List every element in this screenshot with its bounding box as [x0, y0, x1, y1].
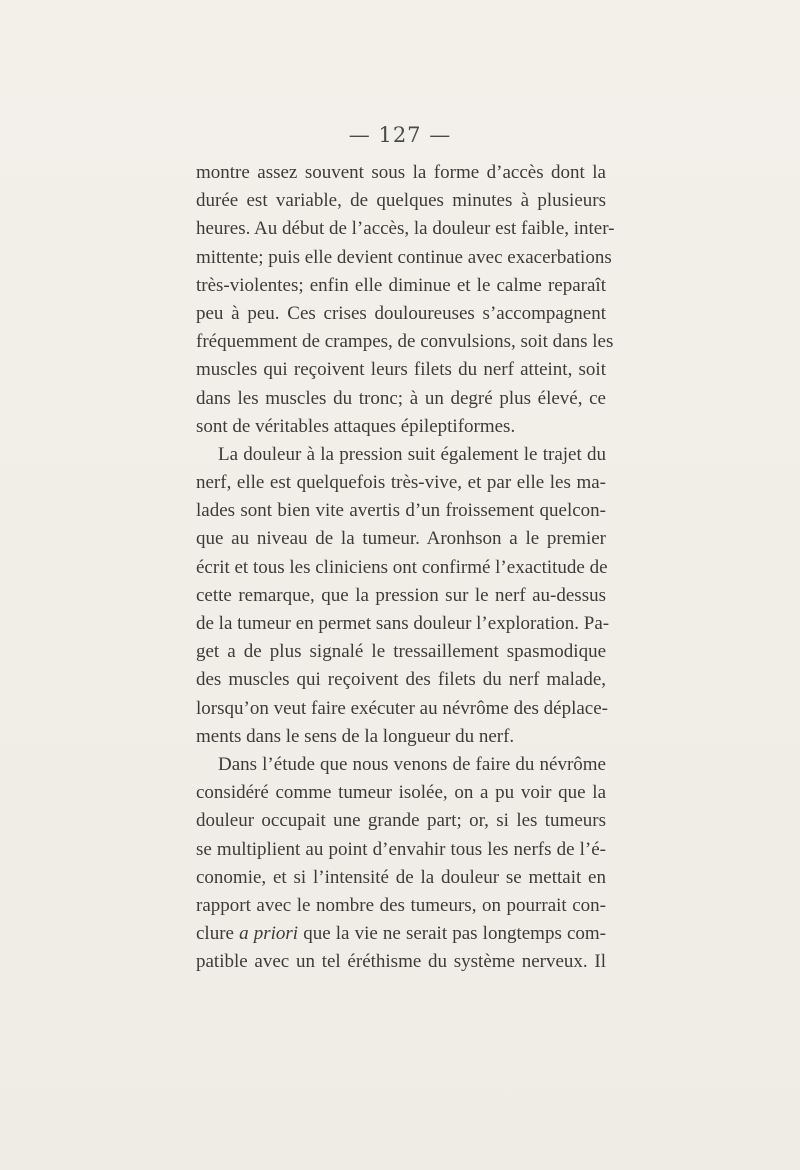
text-line: conomie, et si l’intensité de la douleur se mettait en: [196, 866, 606, 888]
body-text: [196, 159, 615, 976]
text-line: [196, 920, 606, 948]
text-line: sont de véritables attaques épileptiformes.: [196, 415, 516, 437]
text-line: fréquemment de crampes, de convulsions, soit dans les: [196, 331, 614, 353]
text-line: durée est variable, de quelques minutes à plusieurs: [196, 190, 606, 212]
text-line: montre assez souvent sous la forme d’accès dont la: [196, 162, 606, 183]
text-fragment: que la vie ne serait pas longtemps com-: [303, 923, 606, 945]
text-line: lorsqu’on veut faire exécuter au névrôme des déplace-: [196, 697, 608, 719]
text-line: douleur occupait une grande part; or, si les tumeurs: [196, 810, 606, 832]
text-line: lades sont bien vite avertis d’un froissement quelcon-: [196, 500, 606, 522]
text-line: de la tumeur en permet sans douleur l’exploration. Pa-: [196, 613, 610, 634]
text-line: nerf, elle est quelquefois très-vive, et par elle les ma-: [196, 472, 606, 494]
text-line: ments dans le sens de la longueur du nerf.: [196, 725, 515, 747]
text-line: se multiplient au point d’envahir tous les nerfs de l’é-: [196, 838, 606, 860]
text-line: très-violentes; enfin elle diminue et le calme reparaît: [196, 274, 606, 296]
text-line: dans les muscles du tronc; à un degré plus élevé, ce: [196, 387, 606, 409]
text-line: considéré comme tumeur isolée, on a pu voir que la: [196, 782, 606, 804]
text-line: écrit et tous les cliniciens ont confirmé l’exactitude de: [196, 556, 608, 578]
text-line: muscles qui reçoivent leurs filets du nerf atteint, soit: [196, 359, 606, 381]
text-line: heures. Au début de l’accès, la douleur est faible, inter-: [196, 218, 615, 240]
text-line: que au niveau de la tumeur. Aronhson a le premier: [196, 528, 606, 550]
text-line: rapport avec le nombre des tumeurs, on pourrait con-: [196, 894, 606, 916]
text-line: get a de plus signalé le tressaillement spasmodique: [196, 641, 606, 663]
text-line: Dans l’étude que nous venons de faire du névrôme: [218, 753, 606, 775]
text-line: patible avec un tel éréthisme du système nerveux. Il: [196, 951, 606, 973]
text-line: La douleur à la pression suit également le trajet du: [218, 443, 606, 465]
text-line: des muscles qui reçoivent des filets du nerf malade,: [196, 669, 606, 691]
text-line: cette remarque, que la pression sur le nerf au-dessus: [196, 584, 606, 606]
italic-phrase: a priori: [239, 923, 299, 945]
text-line: peu à peu. Ces crises douloureuses s’accompagnent: [196, 302, 606, 324]
text-line: mittente; puis elle devient continue avec exacerbations: [196, 246, 612, 268]
page-number: — 127 —: [348, 123, 452, 147]
text-fragment: clure: [196, 923, 234, 945]
